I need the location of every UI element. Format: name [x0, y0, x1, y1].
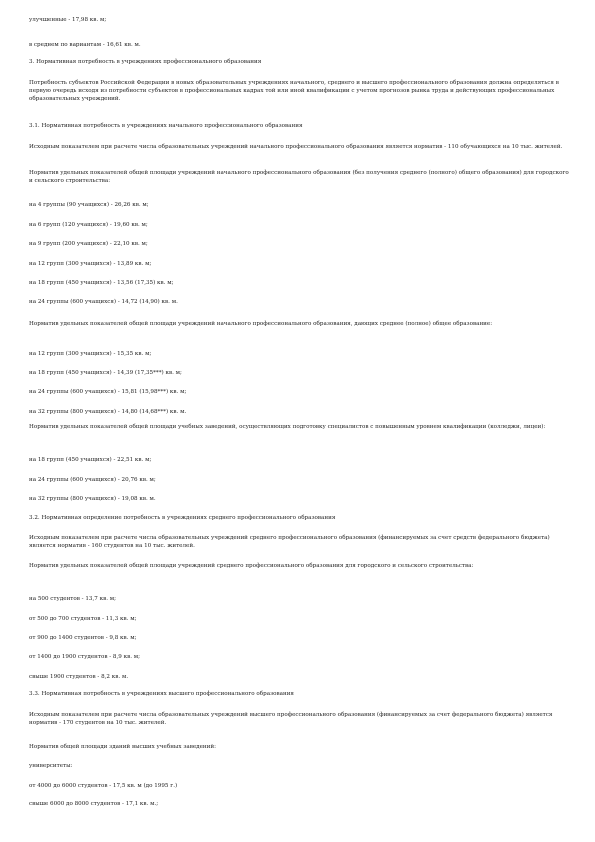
section-heading: 3.3. Нормативная потребность в учреждениях высшего профессионального образования: [29, 691, 294, 697]
list-item: свыше 6000 до 8000 студентов - 17,1 кв. м.;: [29, 801, 159, 807]
list-item: на 6 групп (120 учащихся) - 19,60 кв. м;: [29, 222, 148, 228]
text-line: улучшенные - 17,98 кв. м;: [29, 17, 107, 23]
paragraph: Исходным показателем при расчете числа образовательных учреждений среднего профессионального образования (финансируемых за счет средств федерального бюджета) является норматив - 160 студентов на 10 тыс. жителей.: [29, 535, 550, 550]
section-heading: 3. Нормативная потребность в учреждениях профессионального образования: [29, 59, 262, 65]
list-item: на 24 группы (600 учащихся) - 15,81 (15,98***) кв. м;: [29, 389, 187, 395]
paragraph: Потребность субъектов Российской Федерации в новых образовательных учреждениях начального, среднего и высшего профессионального образования должна определяться в первую очередь исходя из потребности субъектов в профессиональных кадрах той или иной квалификации с учетом прогнозов рынка труда и действующих профессиональных образовательных учреждений.: [29, 80, 559, 103]
text-line: в среднем по вариантам - 16,61 кв. м.: [29, 42, 141, 48]
paragraph: Норматив удельных показателей общей площади учреждений начального профессионального образования, дающих среднее (полное) общее образование:: [29, 321, 493, 327]
list-item: на 9 групп (200 учащихся) - 22,10 кв. м;: [29, 241, 148, 247]
paragraph: Норматив удельных показателей общей площади учреждений начального профессионального образования (без получения среднего (полного) общего образования) для городского и сельского строительства:: [29, 170, 569, 185]
list-item: на 32 группы (800 учащихся) - 19,08 кв. м.: [29, 496, 156, 502]
list-item: свыше 1900 студентов - 8,2 кв. м.: [29, 674, 129, 680]
list-item: на 24 группы (600 учащихся) - 14,72 (14,90) кв. м.: [29, 299, 178, 305]
text-line: университеты:: [29, 763, 73, 769]
section-heading: 3.2. Нормативная определение потребность в учреждениях среднего профессионального образования: [29, 515, 336, 521]
list-item: на 12 групп (300 учащихся) - 15,35 кв. м;: [29, 351, 152, 357]
list-item: на 4 группы (90 учащихся) - 26,26 кв. м;: [29, 202, 149, 208]
list-item: от 500 до 700 студентов - 11,3 кв. м;: [29, 616, 137, 622]
list-item: от 900 до 1400 студентов - 9,8 кв. м;: [29, 635, 137, 641]
paragraph: Норматив удельных показателей общей площади учреждений среднего профессионального образования для городского и сельского строительства:: [29, 563, 474, 569]
list-item: на 18 групп (450 учащихся) - 22,51 кв. м;: [29, 457, 152, 463]
list-item: от 1400 до 1900 студентов - 8,9 кв. м;: [29, 654, 141, 660]
section-heading: 3.1. Нормативная потребность в учреждениях начального профессионального образования: [29, 123, 303, 129]
list-item: на 32 группы (800 учащихся) - 14,80 (14,68***) кв. м.: [29, 409, 187, 415]
paragraph: Исходным показателем при расчете числа образовательных учреждений начального профессионального образования является норматив - 110 обучающихся на 10 тыс. жителей.: [29, 144, 563, 150]
list-item: на 12 групп (300 учащихся) - 13,89 кв. м;: [29, 261, 152, 267]
list-item: на 18 групп (450 учащихся) - 14,39 (17,35***) кв. м;: [29, 370, 182, 376]
list-item: на 18 групп (450 учащихся) - 13,56 (17,35) кв. м;: [29, 280, 174, 286]
list-item: от 4000 до 6000 студентов - 17,5 кв. м (до 1995 г.): [29, 783, 178, 789]
paragraph: Норматив удельных показателей общей площади учебных заведений, осуществляющих подготовку специалистов с повышенным уровнем квалификации (колледжи, лицеи):: [29, 424, 546, 430]
list-item: на 500 студентов - 13,7 кв. м;: [29, 596, 117, 602]
text-line: Норматив общей площади зданий высших учебных заведений:: [29, 744, 216, 750]
list-item: на 24 группы (600 учащихся) - 20,76 кв. м;: [29, 477, 156, 483]
paragraph: Исходным показателем при расчете числа образовательных учреждений высшего профессионального образования (финансируемых за счет федерального бюджета) является норматив - 170 студентов на 10 тыс. жителей.: [29, 712, 553, 727]
